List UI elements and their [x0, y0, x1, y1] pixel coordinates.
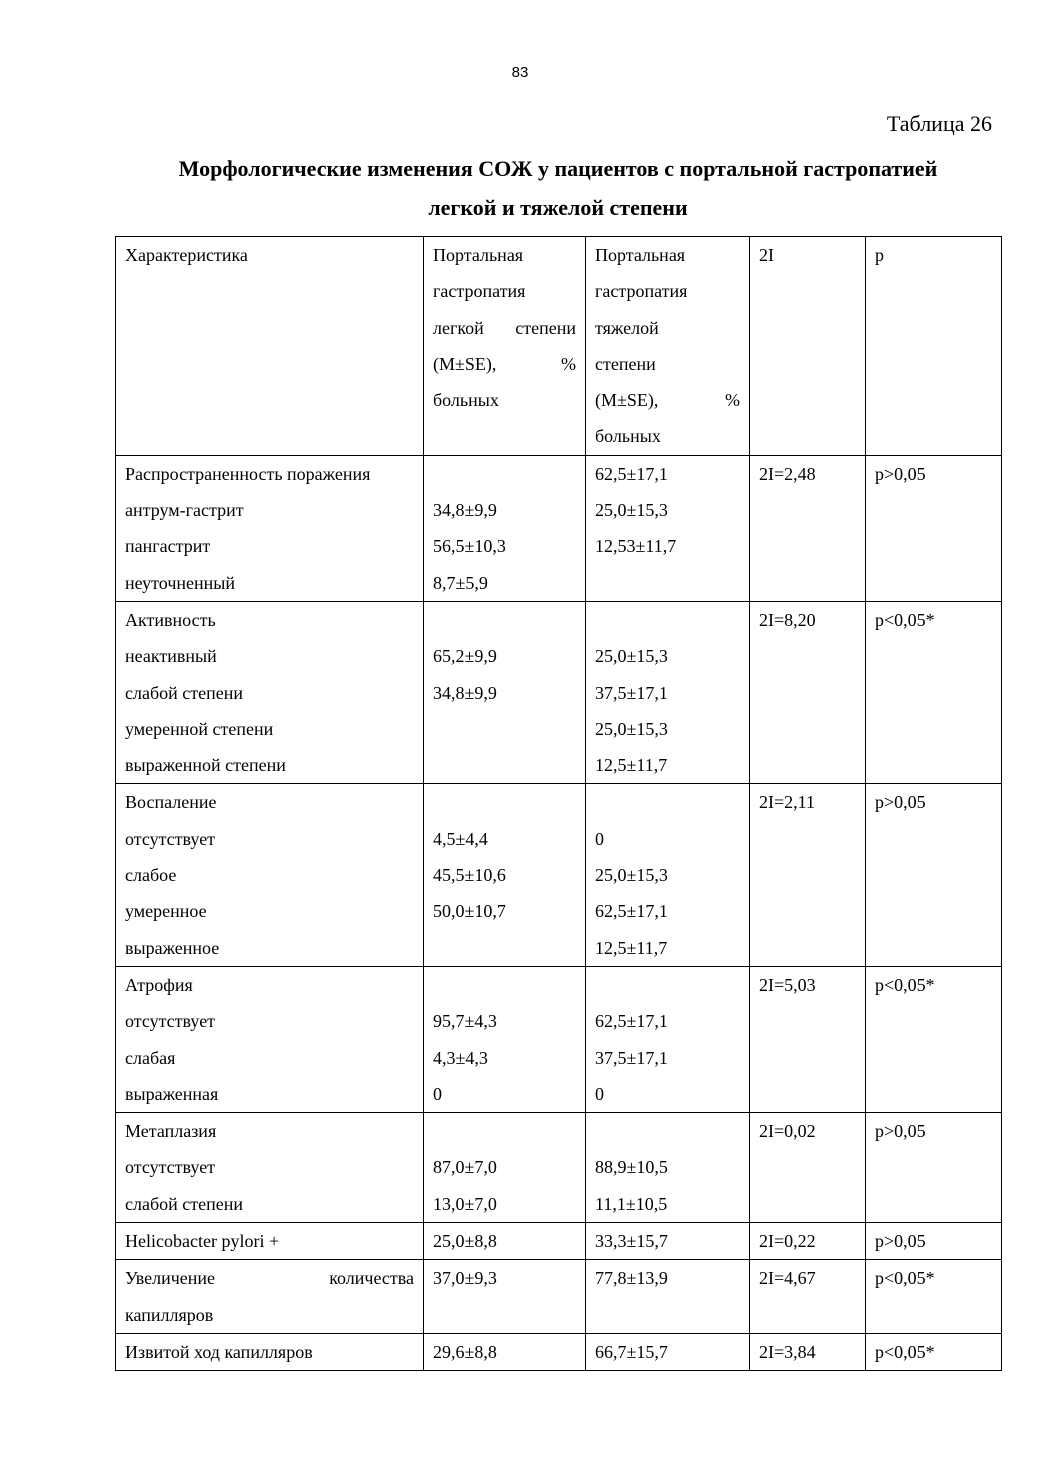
heavy-value: 12,5±11,7 — [595, 937, 668, 958]
light-value — [433, 1113, 576, 1149]
light-value-cell — [424, 1333, 586, 1370]
light-value: 87,0±7,0 — [433, 1157, 497, 1178]
characteristic-cell — [116, 455, 424, 601]
header-characteristic-label: Характеристика — [125, 245, 248, 265]
table-title — [100, 149, 1016, 227]
light-value-cell — [424, 966, 586, 1112]
characteristic-line: выраженное — [125, 937, 220, 958]
light-value-cell — [424, 601, 586, 783]
p-value: p>0,05 — [875, 792, 926, 813]
characteristic-line: Метаплазия — [125, 1121, 217, 1142]
heavy-value: 62,5±17,1 — [595, 463, 668, 484]
light-value-cell — [424, 1223, 586, 1260]
heavy-value — [595, 602, 740, 638]
light-value — [433, 747, 576, 783]
light-value — [433, 784, 576, 820]
heavy-value: 77,8±13,9 — [595, 1268, 668, 1289]
header-text-word: % — [561, 353, 576, 374]
light-value — [433, 456, 576, 492]
light-value: 37,0±9,3 — [433, 1268, 497, 1289]
characteristic-line: умеренное — [125, 901, 207, 922]
header-text-line: гастропатия — [595, 281, 688, 302]
p-value-cell — [866, 784, 1002, 966]
header-text-line: степени — [595, 353, 656, 374]
heavy-value: 25,0±15,3 — [595, 646, 668, 667]
light-value: 13,0±7,0 — [433, 1193, 497, 1214]
header-text-word: легкой — [433, 317, 484, 338]
p-value: p<0,05* — [875, 609, 935, 630]
chi-square-cell — [750, 601, 866, 783]
characteristic-cell — [116, 966, 424, 1112]
characteristic-line: слабой степени — [125, 1193, 243, 1214]
p-value-cell — [866, 601, 1002, 783]
characteristic-line: умеренной степени — [125, 718, 274, 739]
table-row — [116, 1333, 1002, 1370]
header-text-word: % — [725, 390, 740, 411]
header-text-line: гастропатия — [433, 281, 526, 302]
light-value — [433, 1297, 576, 1333]
light-value: 25,0±8,8 — [433, 1231, 497, 1252]
light-value-cell — [424, 455, 586, 601]
chi-square-value: 2I=3,84 — [759, 1341, 816, 1362]
heavy-value: 37,5±17,1 — [595, 682, 668, 703]
header-text-word: степени — [515, 317, 576, 338]
characteristic-line: Helicobacter pylori + — [125, 1231, 280, 1252]
chi-square-cell — [750, 1333, 866, 1370]
heavy-value: 25,0±15,3 — [595, 865, 668, 886]
p-value-cell — [866, 1260, 1002, 1334]
light-value-cell — [424, 784, 586, 966]
chi-square-cell — [750, 784, 866, 966]
light-value: 56,5±10,3 — [433, 536, 506, 557]
heavy-value-cell — [586, 1333, 750, 1370]
chi-square-cell — [750, 1223, 866, 1260]
heavy-value — [595, 565, 740, 601]
characteristic-line: Распространенность поражения — [125, 463, 371, 484]
heavy-value: 37,5±17,1 — [595, 1047, 668, 1068]
heavy-value: 0 — [595, 828, 604, 849]
characteristic-line: слабая — [125, 1047, 176, 1068]
characteristic-word: количества — [329, 1268, 414, 1289]
header-row — [116, 237, 1002, 456]
heavy-value-cell — [586, 1260, 750, 1334]
heavy-value: 62,5±17,1 — [595, 901, 668, 922]
chi-square-value: 2I=8,20 — [759, 609, 816, 630]
table-row — [116, 1113, 1002, 1223]
characteristic-line: неуточненный — [125, 572, 236, 593]
characteristic-line: Извитой ход капилляров — [125, 1341, 313, 1362]
chi-square-cell — [750, 455, 866, 601]
characteristic-line: Атрофия — [125, 974, 193, 995]
heavy-value: 33,3±15,7 — [595, 1231, 668, 1252]
chi-square-value: 2I=2,11 — [759, 792, 815, 813]
light-value: 65,2±9,9 — [433, 646, 497, 667]
light-value: 34,8±9,9 — [433, 682, 497, 703]
light-value: 95,7±4,3 — [433, 1011, 497, 1032]
header-text-word: (M±SE), — [433, 353, 497, 374]
heavy-value-cell — [586, 784, 750, 966]
characteristic-line: выраженной степени — [125, 755, 286, 776]
light-value: 4,5±4,4 — [433, 828, 488, 849]
heavy-value: 12,53±11,7 — [595, 536, 677, 557]
characteristic-line: слабое — [125, 865, 177, 886]
heavy-value-cell — [586, 1223, 750, 1260]
characteristic-line: пангастрит — [125, 536, 211, 557]
chi-square-cell — [750, 966, 866, 1112]
table-row — [116, 1223, 1002, 1260]
characteristic-line: Воспаление — [125, 792, 217, 813]
p-value: p>0,05 — [875, 1121, 926, 1142]
characteristic-line — [125, 1260, 414, 1296]
heavy-value: 62,5±17,1 — [595, 1011, 668, 1032]
p-value: p<0,05* — [875, 974, 935, 995]
light-value: 8,7±5,9 — [433, 572, 488, 593]
header-light-gastropathy — [424, 237, 586, 456]
p-value-cell — [866, 1113, 1002, 1223]
header-p-value — [866, 237, 1002, 456]
heavy-value: 0 — [595, 1083, 604, 1104]
characteristic-line: выраженная — [125, 1083, 219, 1104]
characteristic-line: Активность — [125, 609, 216, 630]
heavy-value-cell — [586, 1113, 750, 1223]
characteristic-cell — [116, 784, 424, 966]
heavy-value-cell — [586, 966, 750, 1112]
characteristic-cell — [116, 1223, 424, 1260]
chi-square-value: 2I=0,02 — [759, 1121, 816, 1142]
table-row — [116, 1260, 1002, 1334]
light-value-cell — [424, 1260, 586, 1334]
characteristic-cell — [116, 1113, 424, 1223]
characteristic-line: отсутствует — [125, 1011, 216, 1032]
p-value: p>0,05 — [875, 1231, 926, 1252]
table-title-line-1: Морфологические изменения СОЖ у пациентов с портальной гастропатией — [178, 156, 938, 181]
table-row — [116, 455, 1002, 601]
characteristic-cell — [116, 601, 424, 783]
p-value: p<0,05* — [875, 1268, 935, 1289]
chi-square-cell — [750, 1260, 866, 1334]
header-heavy-gastropathy — [586, 237, 750, 456]
header-text-line — [433, 310, 576, 346]
light-value — [433, 711, 576, 747]
heavy-value — [595, 784, 740, 820]
heavy-value — [595, 1297, 740, 1333]
table-row — [116, 966, 1002, 1112]
chi-square-cell — [750, 1113, 866, 1223]
light-value: 4,3±4,3 — [433, 1047, 488, 1068]
light-value: 0 — [433, 1083, 442, 1104]
heavy-value — [595, 1113, 740, 1149]
characteristic-line: капилляров — [125, 1304, 214, 1325]
p-value: p<0,05* — [875, 1341, 935, 1362]
table-label: Таблица 26 — [886, 111, 992, 136]
header-characteristic — [116, 237, 424, 456]
page-number: 83 — [511, 64, 529, 81]
heavy-value: 25,0±15,3 — [595, 718, 668, 739]
light-value: 50,0±10,7 — [433, 901, 506, 922]
header-text-line: больных — [595, 426, 661, 447]
light-value — [433, 602, 576, 638]
characteristic-line: слабой степени — [125, 682, 243, 703]
header-text-line: тяжелой — [595, 317, 659, 338]
header-text-line: больных — [433, 390, 499, 411]
morphology-table — [115, 236, 1002, 1371]
chi-square-value: 2I=2,48 — [759, 463, 816, 484]
chi-square-value: 2I=0,22 — [759, 1231, 816, 1252]
characteristic-cell — [116, 1333, 424, 1370]
header-text-word: (M±SE), — [595, 390, 659, 411]
header-text-line — [595, 382, 740, 418]
light-value: 29,6±8,8 — [433, 1341, 497, 1362]
heavy-value: 88,9±10,5 — [595, 1157, 668, 1178]
heavy-value — [595, 967, 740, 1003]
p-value: p>0,05 — [875, 463, 926, 484]
p-value-cell — [866, 1223, 1002, 1260]
light-value-cell — [424, 1113, 586, 1223]
table-row — [116, 601, 1002, 783]
chi-square-value: 2I=4,67 — [759, 1268, 816, 1289]
p-value-cell — [866, 966, 1002, 1112]
light-value: 45,5±10,6 — [433, 865, 506, 886]
characteristic-word: Увеличение — [125, 1268, 216, 1289]
header-chi-square — [750, 237, 866, 456]
header-text-line: Портальная — [433, 245, 524, 265]
table-title-line-2: легкой и тяжелой степени — [428, 195, 688, 220]
heavy-value: 11,1±10,5 — [595, 1193, 668, 1214]
characteristic-line: отсутствует — [125, 1157, 216, 1178]
characteristic-line: отсутствует — [125, 828, 216, 849]
heavy-value-cell — [586, 601, 750, 783]
heavy-value: 12,5±11,7 — [595, 755, 668, 776]
header-chi-label: 2I — [759, 245, 774, 265]
p-value-cell — [866, 1333, 1002, 1370]
characteristic-line: неактивный — [125, 646, 217, 667]
light-value — [433, 930, 576, 966]
characteristic-cell — [116, 1260, 424, 1334]
table-row — [116, 784, 1002, 966]
heavy-value: 25,0±15,3 — [595, 500, 668, 521]
light-value — [433, 967, 576, 1003]
characteristic-line: антрум-гастрит — [125, 500, 244, 521]
heavy-value: 66,7±15,7 — [595, 1341, 668, 1362]
header-p-label: p — [875, 245, 884, 265]
chi-square-value: 2I=5,03 — [759, 974, 816, 995]
heavy-value-cell — [586, 455, 750, 601]
header-text-line — [433, 346, 576, 382]
light-value: 34,8±9,9 — [433, 500, 497, 521]
p-value-cell — [866, 455, 1002, 601]
header-text-line: Портальная — [595, 245, 686, 265]
